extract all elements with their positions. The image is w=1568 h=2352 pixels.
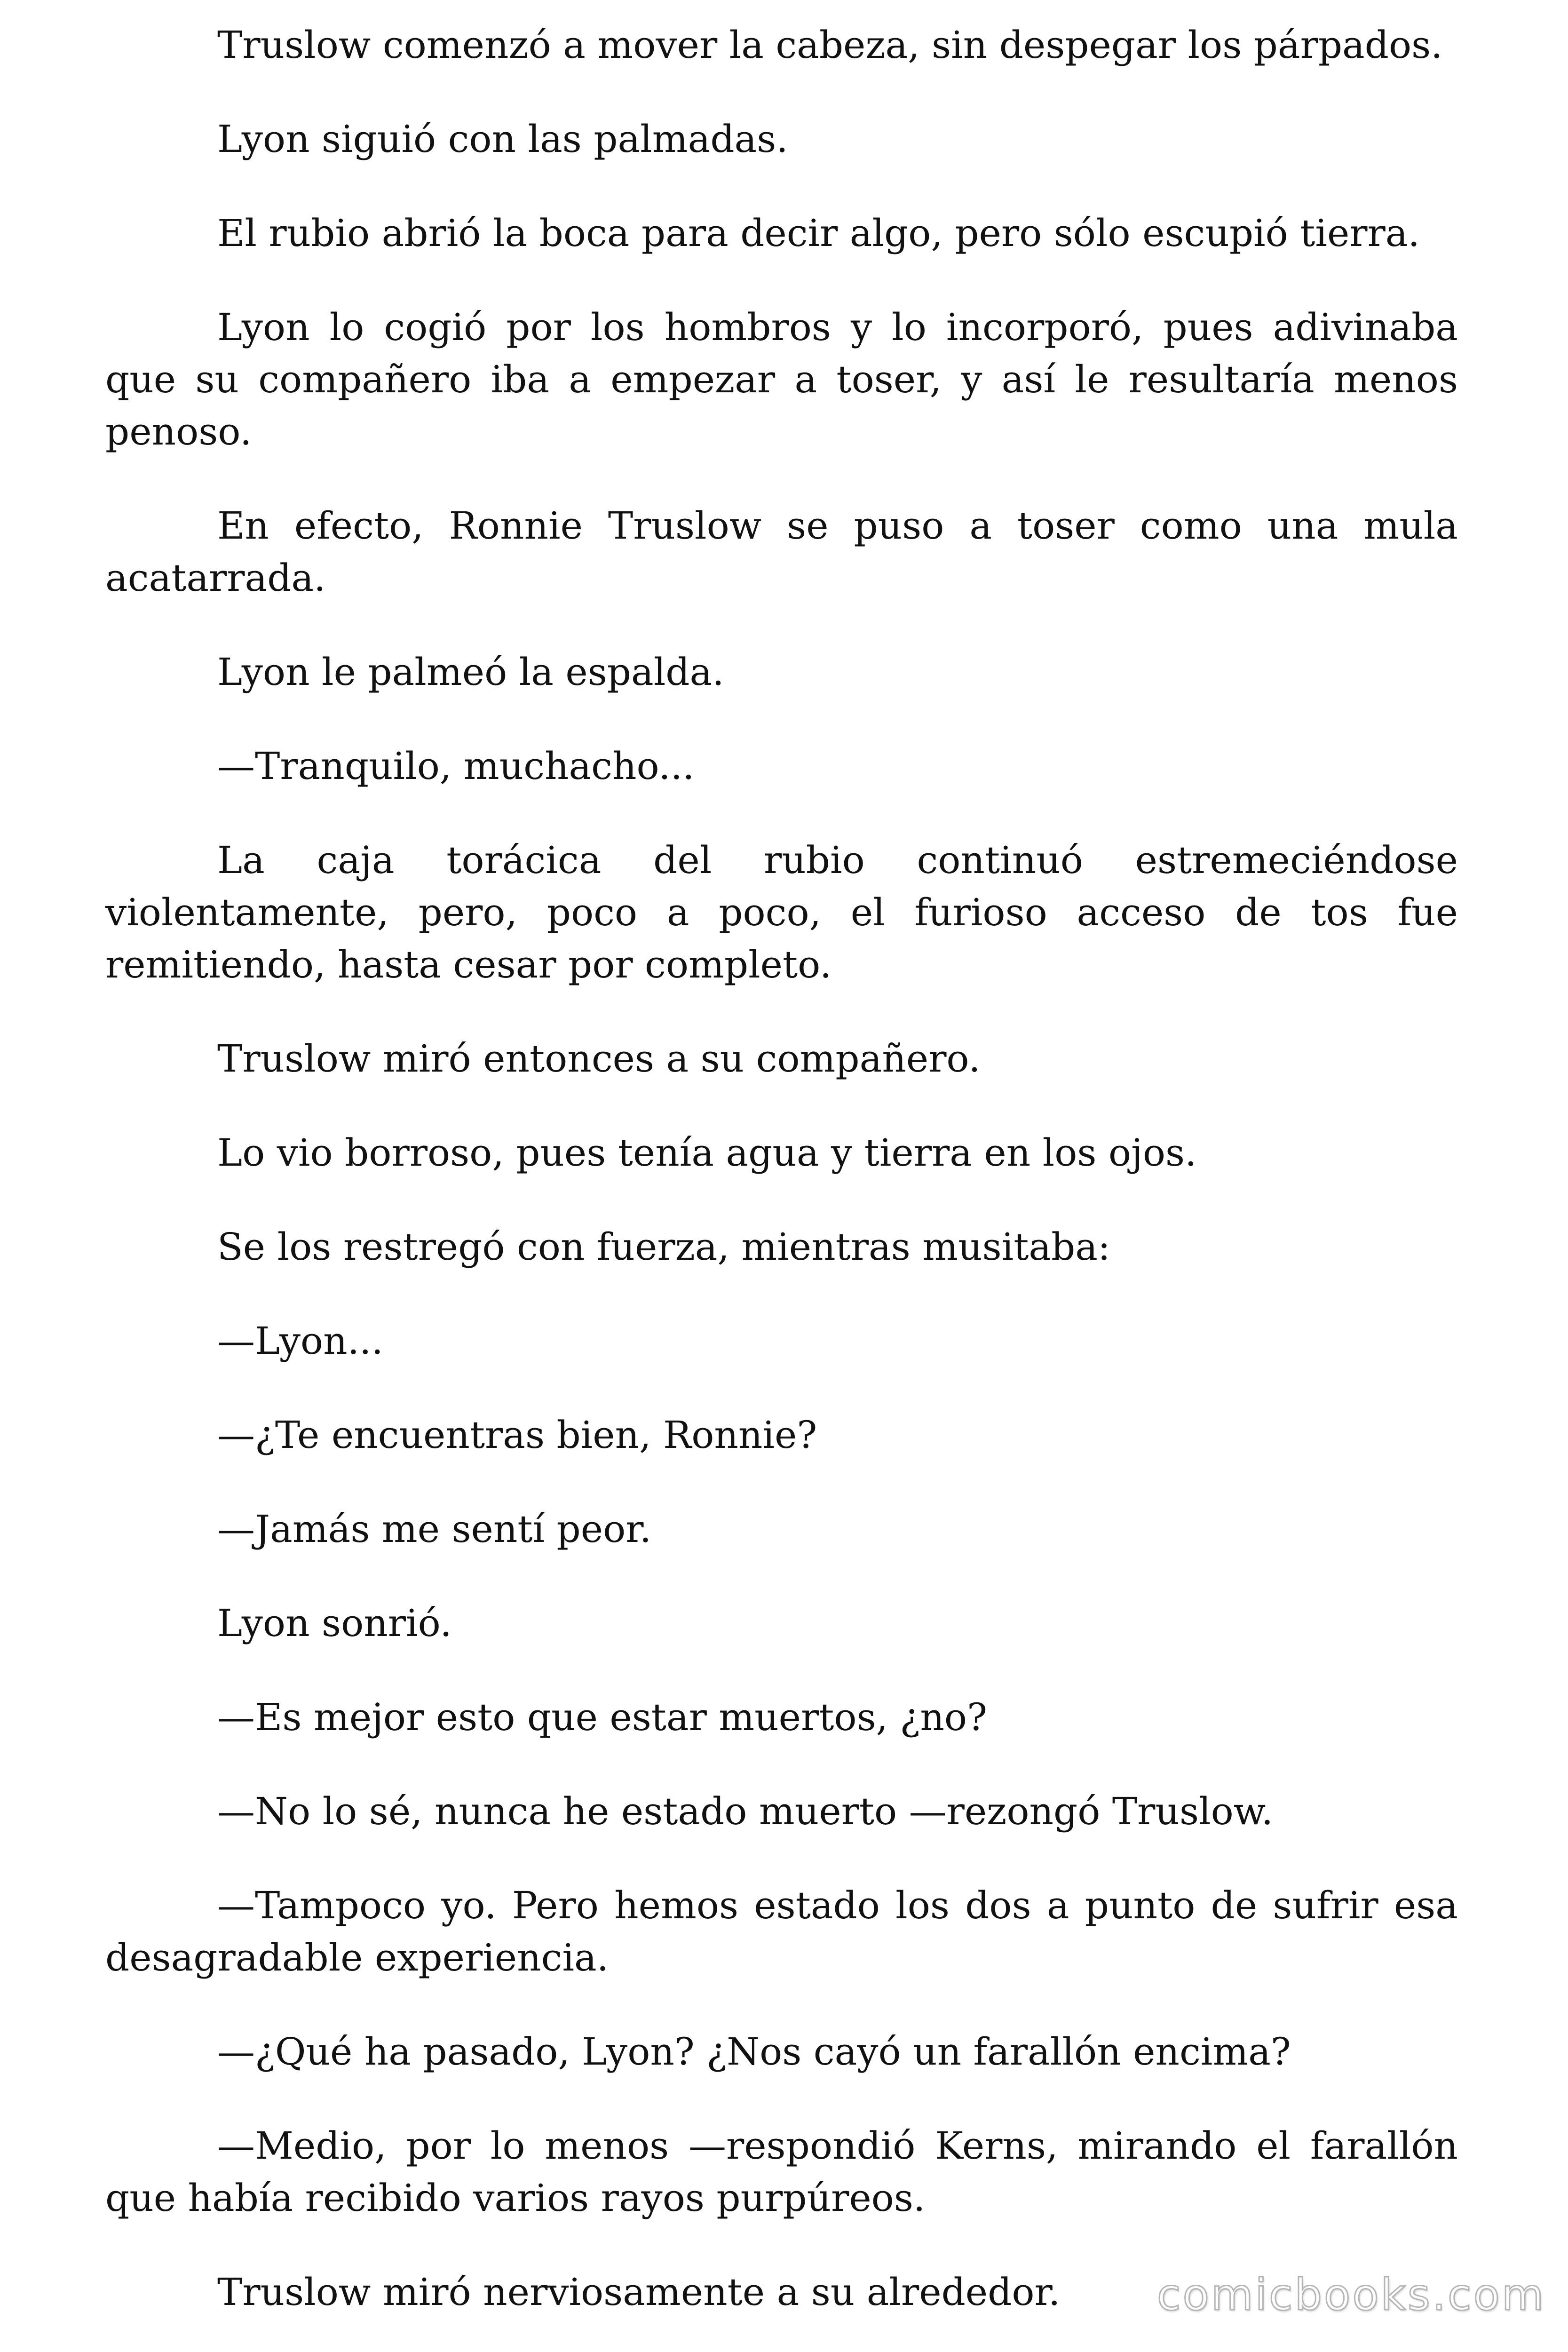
paragraph: Truslow comenzó a mover la cabeza, sin despegar los párpados. xyxy=(217,23,1443,67)
paragraph: Lyon siguió con las palmadas. xyxy=(217,117,788,161)
paragraph: Lyon le palmeó la espalda. xyxy=(217,650,724,694)
paragraph: —¿Qué ha pasado, Lyon? ¿Nos cayó un farallón encima? xyxy=(217,2030,1291,2074)
paragraph: El rubio abrió la boca para decir algo, pero sólo escupió tierra. xyxy=(217,211,1420,255)
paragraph: La caja torácica del rubio continuó estremeciéndose violentamente, pero, poco a poco, el furioso acceso de tos fue remitiendo, hasta cesar por completo. xyxy=(105,838,1458,986)
paragraph: —Lyon... xyxy=(217,1319,383,1363)
paragraph: Lo vio borroso, pues tenía agua y tierra en los ojos. xyxy=(217,1131,1197,1175)
paragraph: Truslow miró entonces a su compañero. xyxy=(217,1037,981,1081)
paragraph: —Tampoco yo. Pero hemos estado los dos a punto de sufrir esa desagradable experiencia. xyxy=(105,1883,1458,1979)
paragraph: —No lo sé, nunca he estado muerto —rezongó Truslow. xyxy=(217,1789,1274,1833)
paragraph: —Es mejor esto que estar muertos, ¿no? xyxy=(217,1695,987,1739)
paragraph: Se los restregó con fuerza, mientras musitaba: xyxy=(217,1225,1110,1269)
paragraph: Lyon lo cogió por los hombros y lo incorporó, pues adivinaba que su compañero iba a empezar a toser, y así le resultaría menos penoso. xyxy=(105,305,1458,453)
paragraph: —Tranquilo, muchacho... xyxy=(217,744,695,788)
paragraph: —¿Te encuentras bien, Ronnie? xyxy=(217,1413,817,1457)
paragraph: Lyon sonrió. xyxy=(217,1601,452,1645)
paragraph: En efecto, Ronnie Truslow se puso a toser como una mula acatarrada. xyxy=(105,504,1458,600)
page-body xyxy=(105,19,1458,2352)
paragraph: —Jamás me sentí peor. xyxy=(217,1507,652,1551)
paragraph: Truslow miró nerviosamente a su alrededor. xyxy=(217,2270,1061,2314)
watermark: comicbooks.com xyxy=(1157,2270,1546,2320)
paragraph: —Medio, por lo menos —respondió Kerns, mirando el farallón que había recibido varios rayos purpúreos. xyxy=(105,2124,1458,2220)
